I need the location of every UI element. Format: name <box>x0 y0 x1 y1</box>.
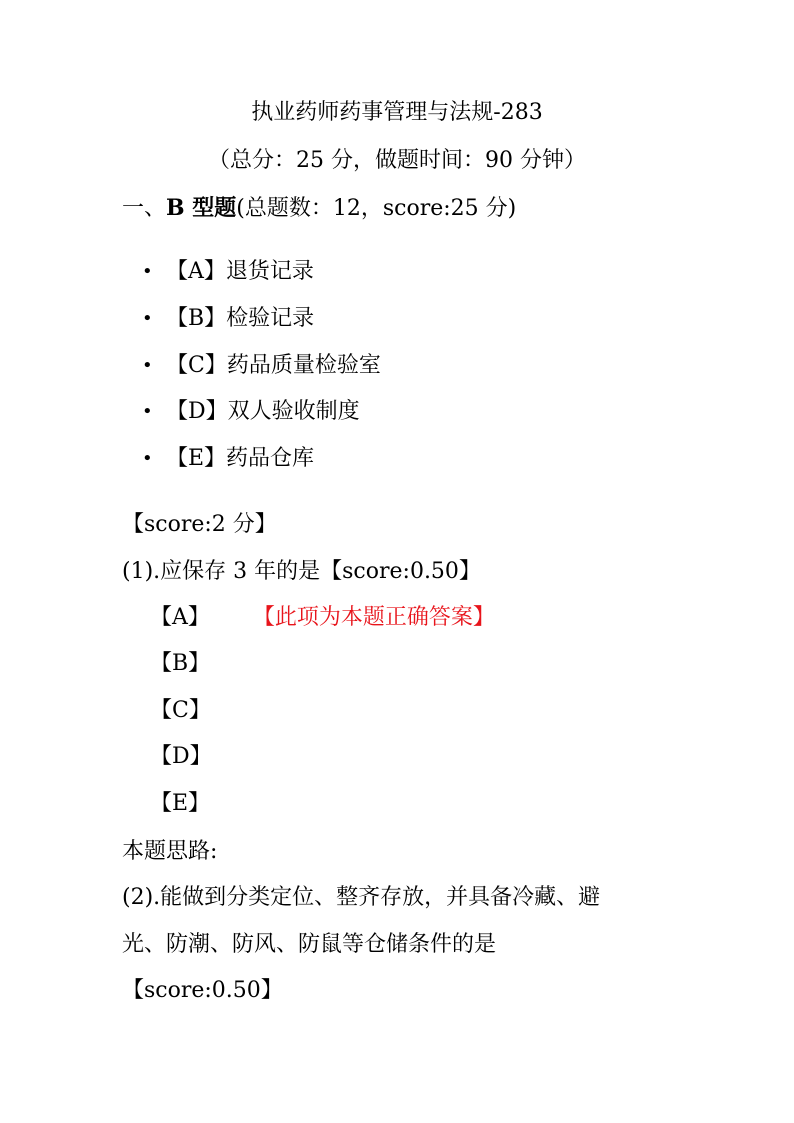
bullet: • <box>142 261 153 282</box>
question-1-option-d: 【D】 <box>150 744 212 769</box>
question-1-option-b: 【B】 <box>150 651 211 676</box>
question-1-stem: (1).应保存 3 年的是【score:0.50】 <box>122 559 481 584</box>
option-label: 【A】 <box>150 605 210 630</box>
option-text: 【E】药品仓库 <box>166 446 315 471</box>
exam-info: （总分：25 分，做题时间：90 分钟） <box>208 148 586 173</box>
group-score: 【score:2 分】 <box>122 512 277 537</box>
page-title: 执业药师药事管理与法规-283 <box>251 100 543 125</box>
bullet: • <box>142 401 153 422</box>
bullet: • <box>142 355 153 376</box>
option-text: 【C】药品质量检验室 <box>166 353 381 378</box>
analysis-label: 本题思路: <box>122 839 218 864</box>
question-1-option-a <box>150 603 495 633</box>
question-2-score: 【score:0.50】 <box>122 978 283 1003</box>
question-2-stem-line-1: (2).能做到分类定位、整齐存放，并具备冷藏、避 <box>122 885 601 910</box>
bullet: • <box>142 308 153 329</box>
question-2-stem-line-2: 光、防潮、防风、防鼠等仓储条件的是 <box>122 932 497 957</box>
section-name: B 型题 <box>166 195 237 221</box>
question-1-option-c: 【C】 <box>150 698 211 723</box>
option-text: 【D】双人验收制度 <box>166 399 360 424</box>
correct-answer-note: 【此项为本题正确答案】 <box>252 605 495 630</box>
section-prefix: 一、 <box>122 196 167 221</box>
section-info: (总题数：12，score:25 分) <box>236 196 517 221</box>
option-text: 【B】检验记录 <box>166 306 315 331</box>
section-heading <box>122 193 516 224</box>
bullet: • <box>142 448 153 469</box>
option-text: 【A】退货记录 <box>166 259 314 284</box>
question-1-option-e: 【E】 <box>150 791 211 816</box>
